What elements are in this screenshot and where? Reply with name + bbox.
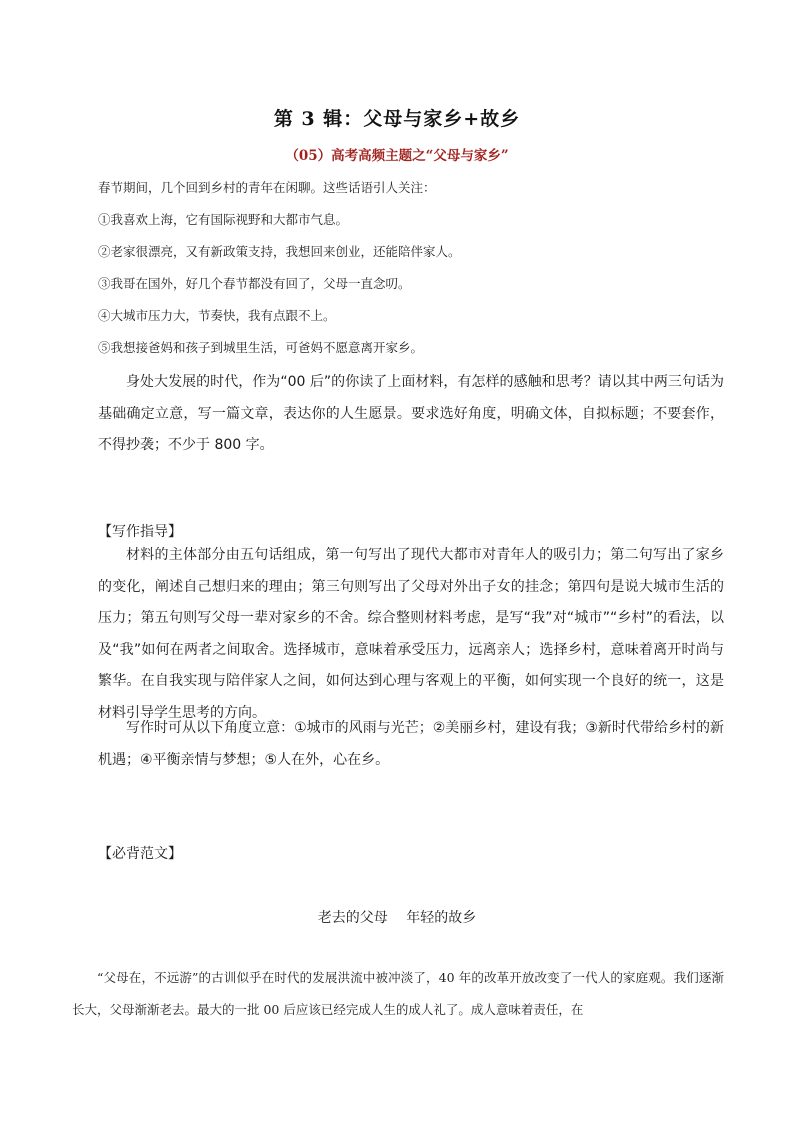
prompt-intro: 春节期间，几个回到乡村的青年在闲聊。这些话语引人关注： <box>98 180 436 195</box>
prompt-item: ③我哥在国外，好几个春节都没有回了，父母一直念叨。 <box>98 276 411 291</box>
prompt-item: ⑤我想接爸妈和孩子到城里生活，可爸妈不愿意离开家乡。 <box>98 340 424 355</box>
prompt-item: ①我喜欢上海，它有国际视野和大都市气息。 <box>98 212 349 227</box>
essay-title: 老去的父母 年轻的故乡 <box>317 910 477 926</box>
writing-guide-angles: 写作时可从以下角度立意：①城市的风雨与光芒；②美丽乡村，建设有我；③新时代带给乡村的新机遇；④平衡亲情与梦想；⑤人在外，心在乡。 <box>98 720 724 768</box>
prompt-item: ④大城市压力大，节奏快，我有点跟不上。 <box>98 308 336 323</box>
writing-guide-body: 材料的主体部分由五句话组成，第一句写出了现代大都市对青年人的吸引力；第二句写出了家乡的变化，阐述自己想归来的理由；第三句则写出了父母对外出子女的挂念；第四句是说大城市生活的压力；第五句则写父母一辈对家乡的不舍。综合整则材料考虑，是写“我”对“城市”“乡村”的看法，以及“我”如何在两者之间取舍。选择城市，意味着承受压力，远离亲人；选择乡村，意味着离开时尚与繁华。在自我实现与陪伴家人之间，如何达到心理与客观上的平衡，如何实现一个良好的统一，这是材料引导学生思考的方向。 <box>98 547 724 721</box>
page-subtitle: （05）高考高频主题之“父母与家乡” <box>285 148 509 164</box>
essay-opening: “父母在，不远游”的古训似乎在时代的发展洪流中被冲淡了，40 年的改革开放改变了一代人的家庭观。我们逐渐长大，父母渐渐老去。最大的一批 00 后应该已经完成人生的成人礼了。成人意味着责任，在 <box>72 970 724 1017</box>
model-essay-heading: 【必背范文】 <box>98 846 182 862</box>
page-title: 第 3 辑：父母与家乡+故乡 <box>273 108 521 130</box>
prompt-item: ②老家很漂亮，又有新政策支持，我想回来创业，还能陪伴家人。 <box>98 244 461 259</box>
writing-guide-heading: 【写作指导】 <box>98 524 182 540</box>
writing-task: 身处大发展的时代，作为“00 后”的你读了上面材料，有怎样的感触和思考？请以其中两三句话为基础确定立意，写一篇文章，表达你的人生愿景。要求选好角度，明确文体，自拟标题；不要套作，不得抄袭；不少于 800 字。 <box>98 374 724 453</box>
